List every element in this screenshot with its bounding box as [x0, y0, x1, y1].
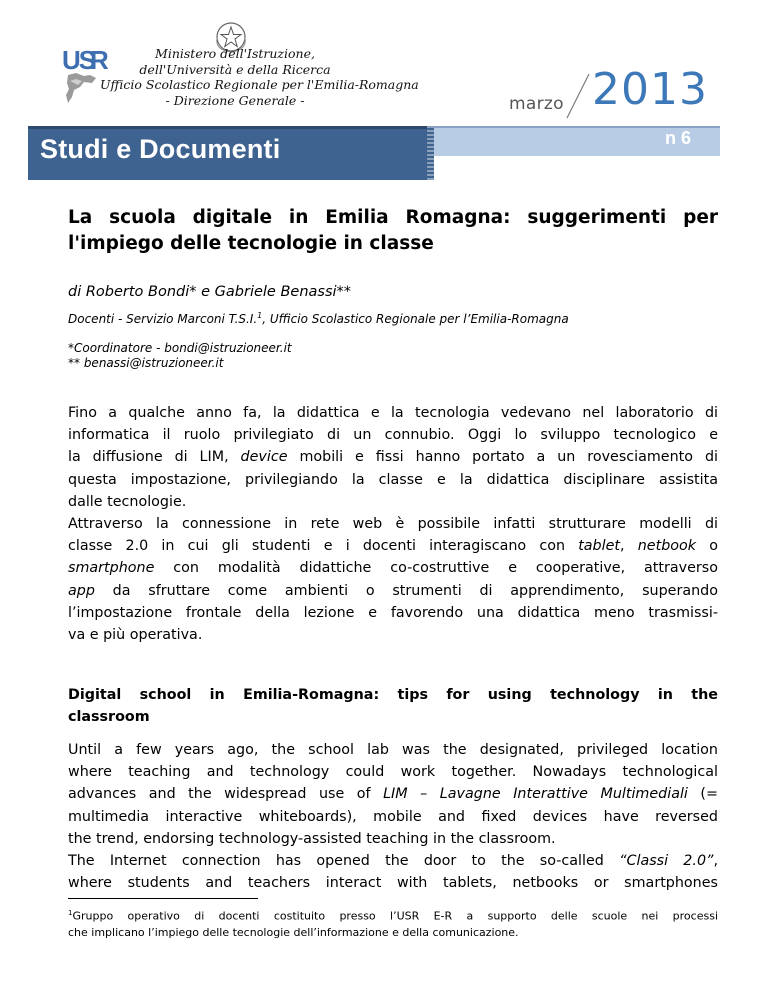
text-line: Until a few years ago, the school lab was the designated, privileged location: [68, 742, 718, 758]
contact-line: *Coordinatore - bondi@istruzioneer.it: [68, 341, 292, 355]
date-divider: [563, 72, 593, 120]
title-line: classroom: [68, 709, 150, 725]
issue-number: n 6: [665, 128, 692, 148]
ministry-line: dell'Università e della Ricerca: [139, 61, 331, 77]
issue-year: 2013: [592, 64, 708, 115]
text-line: dalle tecnologie.: [68, 493, 187, 510]
ministry-line: - Direzione Generale -: [165, 92, 305, 108]
footnote-line: che implicano l’impiego delle tecnologie dell’informazione e della comunicazione.: [68, 925, 519, 939]
ministry-line: Ufficio Scolastico Regionale per l'Emilia-Romagna: [100, 77, 419, 92]
abstract-english: [68, 739, 718, 894]
text-line: la diffusione di LIM, device mobili e fissi hanno portato a un rovesciamento di: [68, 449, 718, 466]
ministry-line: Ministero dell'Istruzione,: [155, 46, 315, 61]
abstract-italian: [68, 402, 718, 646]
text-line: va e più operativa.: [68, 626, 203, 643]
title-line: Digital school in Emilia-Romagna: tips for using technology in the: [68, 687, 718, 703]
footnote-ref: 1: [257, 311, 263, 320]
text-line: The Internet connection has opened the door to the so-called “Classi 2.0”,: [68, 852, 718, 869]
series-title: Studi e Documenti: [40, 134, 281, 164]
banner-edge: [427, 126, 434, 180]
text-line: app da sfruttare come ambienti o strumenti di apprendimento, superando: [68, 582, 718, 599]
text-line: advances and the widespread use of LIM – Lavagne Interattive Multimediali (=: [68, 786, 718, 803]
text-line: Attraverso la connessione in rete web è possibile infatti strutturare modelli di: [68, 515, 718, 532]
footnote-divider: [68, 898, 258, 899]
issue-month: marzo: [509, 94, 564, 114]
text-line: classe 2.0 in cui gli studenti e i docenti interagiscano con tablet, netbook o: [68, 538, 718, 555]
svg-text:US: US: [62, 45, 95, 75]
text-line: where teaching and technology could work together. Nowadays technological: [68, 764, 718, 781]
footnote-line: [68, 905, 718, 925]
banner-rule: [28, 126, 434, 129]
english-title: [68, 684, 718, 728]
author-contacts: [68, 341, 292, 371]
affiliation-part: Docenti - Servizio Marconi T.S.I.: [68, 312, 258, 326]
text-line: Fino a qualche anno fa, la didattica e la tecnologia vedevano nel laboratorio di: [68, 405, 718, 421]
text-line: smartphone con modalità didattiche co-costruttive e cooperative, attraverso: [68, 560, 718, 577]
text-line: l’impostazione frontale della lezione e favorendo una didattica meno trasmissi-: [68, 604, 718, 621]
contact-line: ** benassi@istruzioneer.it: [68, 356, 224, 370]
author-affiliation: [68, 311, 569, 326]
text-line: where students and teachers interact with tablets, netbooks or smartphones: [68, 875, 718, 892]
text-line: the trend, endorsing technology-assisted teaching in the classroom.: [68, 830, 556, 847]
text-line: questa impostazione, privilegiando la classe e la didattica disciplinare assistita: [68, 471, 718, 488]
text-line: multimedia interactive whiteboards), mobile and fixed devices have reversed: [68, 808, 718, 825]
ministry-heading: [100, 46, 419, 108]
text-line: informatica il ruolo privilegiato di un connubio. Oggi lo sviluppo tecnologico e: [68, 427, 718, 444]
footnote-number: 1: [68, 909, 73, 917]
article-authors: di Roberto Bondi* e Gabriele Benassi**: [68, 284, 352, 300]
svg-text:R: R: [90, 45, 109, 75]
footnote: [68, 905, 718, 941]
footnote-text: Gruppo operativo di docenti costituito presso l’USR E-R a supporto delle scuole nei processi: [72, 909, 718, 923]
affiliation-part: , Ufficio Scolastico Regionale per l’Emilia-Romagna: [262, 312, 569, 326]
article-title: La scuola digitale in Emilia Romagna: suggerimenti per l'impiego delle tecnologie in classe: [68, 207, 718, 254]
